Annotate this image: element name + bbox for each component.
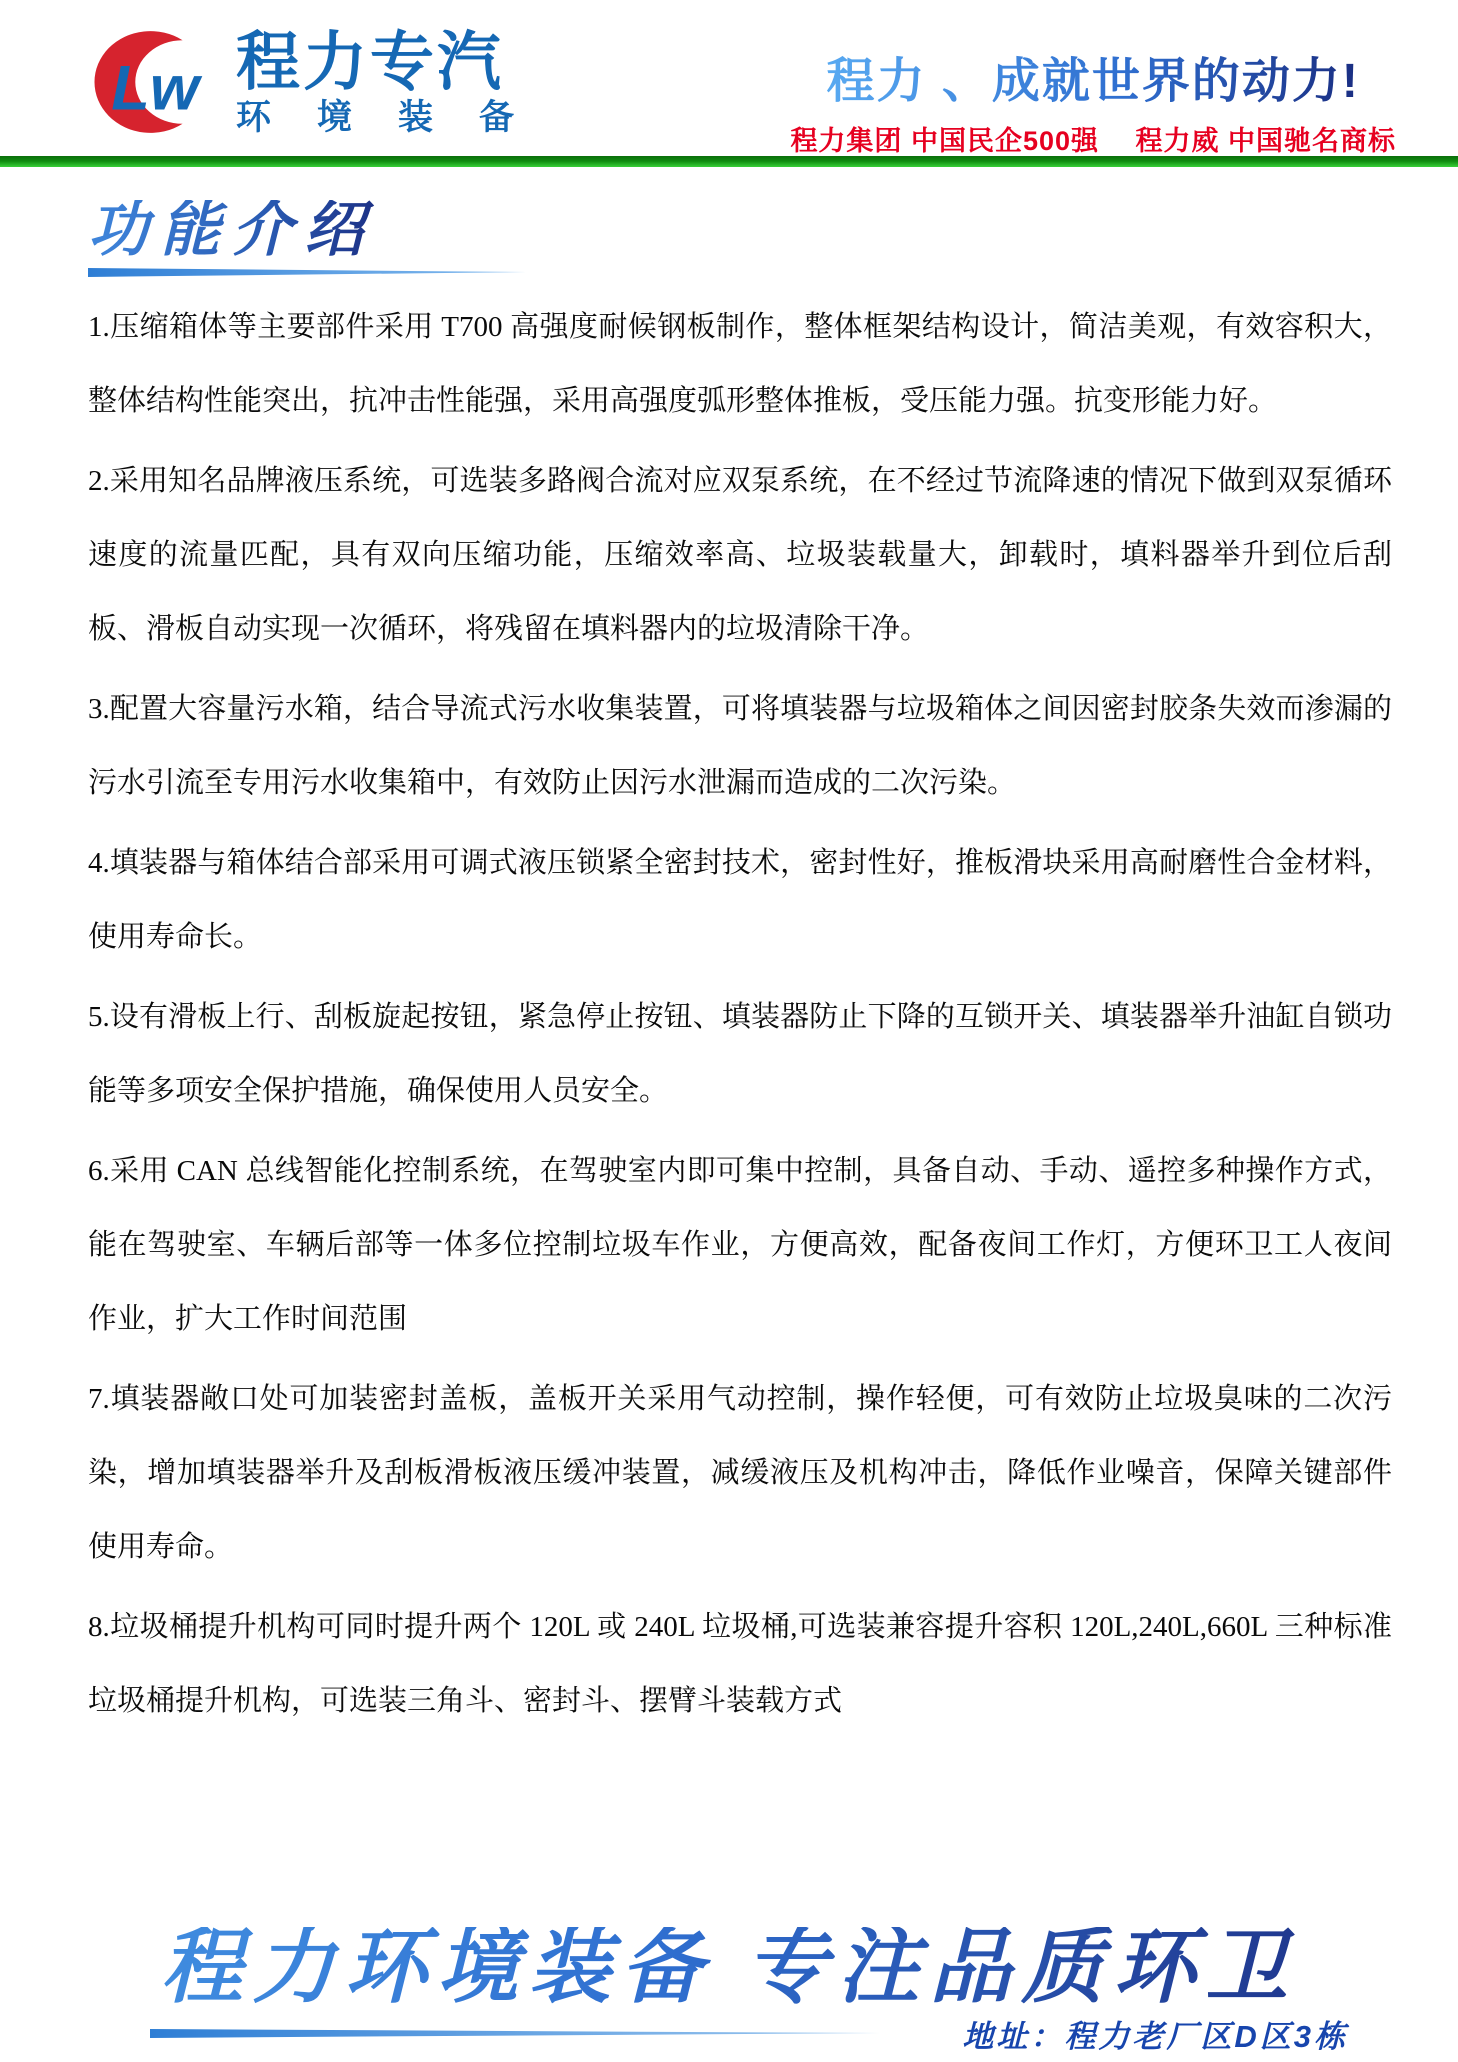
- page-footer: [0, 1922, 1458, 2056]
- feature-item-1: 1.压缩箱体等主要部件采用 T700 高强度耐候钢板制作，整体框架结构设计，简洁美观，有效容积大，整体结构性能突出，抗冲击性能强，采用高强度弧形整体推板，受压能力强。抗变形能力好。: [88, 311, 1392, 417]
- page-title: 功能介绍: [88, 196, 376, 263]
- svg-text:Lw: Lw: [111, 53, 199, 124]
- feature-item-4: 4.填装器与箱体结合部采用可调式液压锁紧全密封技术，密封性好，推板滑块采用高耐磨性合金材料，使用寿命长。: [88, 847, 1392, 953]
- page-header: [0, 0, 1458, 168]
- logo-text-block: [236, 25, 561, 137]
- feature-list: [88, 290, 1392, 1744]
- footer-address: 地址：程力老厂区D区3栋: [962, 2019, 1348, 2054]
- brand-name: 程力专汽: [236, 25, 504, 98]
- chengli-crescent-logo-icon: [84, 26, 220, 138]
- company-slogan: 程力 、成就世界的动力!: [827, 42, 1360, 111]
- feature-item-2: 2.采用知名品牌液压系统，可选装多路阀合流对应双泵系统，在不经过节流降速的情况下做到双泵循环速度的流量匹配，具有双向压缩功能，压缩效率高、垃圾装载量大，卸载时，填料器举升到位后刮板、滑板自动实现一次循环，将残留在填料器内的垃圾清除干净。: [88, 465, 1392, 645]
- section-title-block: [88, 196, 526, 277]
- feature-item-5: 5.设有滑板上行、刮板旋起按钮，紧急停止按钮、填装器防止下降的互锁开关、填装器举升油缸自锁功能等多项安全保护措施，确保使用人员安全。: [88, 1001, 1392, 1107]
- header-right-block: [790, 42, 1396, 158]
- footer-underline-swoosh: [150, 2029, 880, 2038]
- title-underline-swoosh: [88, 268, 526, 277]
- company-logo: [84, 26, 560, 138]
- feature-item-8: 8.垃圾桶提升机构可同时提升两个 120L 或 240L 垃圾桶,可选装兼容提升容积 120L,240L,660L 三种标准垃圾桶提升机构，可选装三角斗、密封斗、摆臂斗装载方式: [88, 1611, 1392, 1717]
- company-credentials: 程力集团 中国民企500强 程力威 中国驰名商标: [790, 126, 1396, 156]
- footer-banner: 程力环境装备 专注品质环卫: [0, 1927, 1458, 2009]
- footer-bottom-row: [0, 2011, 1458, 2056]
- feature-item-6: 6.采用 CAN 总线智能化控制系统，在驾驶室内即可集中控制，具备自动、手动、遥控多种操作方式，能在驾驶室、车辆后部等一体多位控制垃圾车作业，方便高效，配备夜间工作灯，方便环卫工人夜间作业，扩大工作时间范围: [88, 1155, 1392, 1335]
- header-divider-line: [0, 156, 1458, 167]
- brand-subtitle: 环境装备: [236, 97, 561, 137]
- feature-item-3: 3.配置大容量污水箱，结合导流式污水收集装置，可将填装器与垃圾箱体之间因密封胶条失效而渗漏的污水引流至专用污水收集箱中，有效防止因污水泄漏而造成的二次污染。: [88, 693, 1392, 799]
- feature-item-7: 7.填装器敞口处可加装密封盖板，盖板开关采用气动控制，操作轻便，可有效防止垃圾臭味的二次污染，增加填装器举升及刮板滑板液压缓冲装置，减缓液压及机构冲击，降低作业噪音，保障关键部件使用寿命。: [88, 1383, 1392, 1563]
